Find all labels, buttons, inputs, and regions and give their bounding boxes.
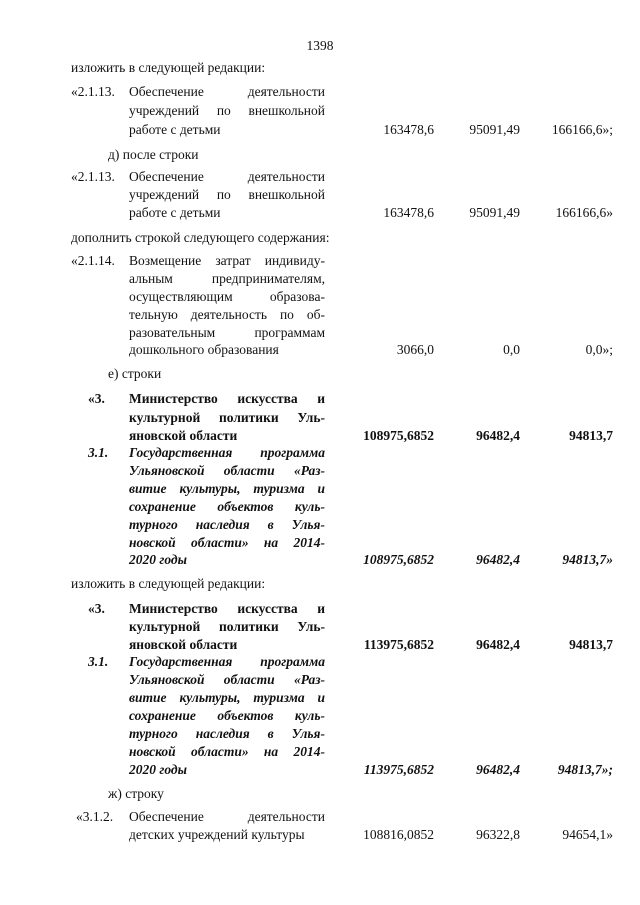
row-text-line: культурной политики Уль- <box>129 410 325 425</box>
row-text-line: витие культуры, туризма и <box>129 690 325 705</box>
sub-item-e: е) строки <box>108 366 162 381</box>
row-text-line: работе с детьми <box>129 205 221 220</box>
value-col-2: 96322,8 <box>476 827 520 842</box>
sub-item-zh: ж) строку <box>108 786 164 801</box>
row-text-line: сохранение объектов куль- <box>129 499 325 514</box>
row-text-line: разовательным программам <box>129 325 325 340</box>
row-text-line: новской области» на 2014- <box>129 535 325 550</box>
value-col-1: 113975,6852 <box>363 762 434 777</box>
row-text-line: детских учреждений культуры <box>129 827 305 842</box>
row-text-line: учреждений по внешкольной <box>129 103 325 118</box>
row-text-line: 2020 годы <box>129 762 187 777</box>
value-col-1: 108975,6852 <box>363 428 434 443</box>
value-col-2: 96482,4 <box>476 552 520 567</box>
row-text-line: учреждений по внешкольной <box>129 187 325 202</box>
row-text-line: Министерство искусства и <box>129 601 325 616</box>
intro-text-2: дополнить строкой следующего содержания: <box>71 230 330 245</box>
row-text-line: новской области» на 2014- <box>129 744 325 759</box>
value-col-2: 96482,4 <box>476 762 520 777</box>
row-code: «2.1.13. <box>71 84 115 99</box>
row-text-line: Ульяновской области «Раз- <box>129 463 325 478</box>
row-text-line: яновской области <box>129 428 238 443</box>
row-text-line: 2020 годы <box>129 552 187 567</box>
row-text-line: яновской области <box>129 637 238 652</box>
row-text-line: культурной политики Уль- <box>129 619 325 634</box>
value-col-1: 163478,6 <box>383 205 434 220</box>
intro-text-3: изложить в следующей редакции: <box>71 576 266 591</box>
value-col-1: 113975,6852 <box>363 637 434 652</box>
value-col-1: 163478,6 <box>383 122 434 137</box>
row-text-line: Возмещение затрат индивиду- <box>129 253 325 268</box>
row-text-line: Обеспечение деятельности <box>129 84 325 99</box>
value-col-3: 94813,7» <box>562 552 613 567</box>
value-col-1: 3066,0 <box>396 342 434 357</box>
row-code: «2.1.14. <box>71 253 115 268</box>
value-col-1: 108975,6852 <box>363 552 434 567</box>
row-text-line: Государственная программа <box>129 445 325 460</box>
value-col-2: 96482,4 <box>476 637 520 652</box>
value-col-3: 94813,7 <box>569 637 613 652</box>
row-code: 3.1. <box>88 445 109 460</box>
row-text-line: тельную деятельность по об- <box>129 307 325 322</box>
value-col-2: 95091,49 <box>469 122 520 137</box>
page-number: 1398 <box>306 38 334 53</box>
row-text-line: турного наследия в Улья- <box>129 517 325 532</box>
row-text-line: сохранение объектов куль- <box>129 708 325 723</box>
value-col-2: 96482,4 <box>476 428 520 443</box>
row-code: «2.1.13. <box>71 169 115 184</box>
row-text-line: витие культуры, туризма и <box>129 481 325 496</box>
row-code: «3. <box>88 391 105 406</box>
row-text-line: Министерство искусства и <box>129 391 325 406</box>
value-col-1: 108816,0852 <box>363 827 434 842</box>
row-code: «3.1.2. <box>76 809 114 824</box>
row-text-line: Обеспечение деятельности <box>129 169 325 184</box>
row-text-line: Государственная программа <box>129 654 325 669</box>
row-text-line: дошкольного образования <box>129 342 279 357</box>
row-text-line: турного наследия в Улья- <box>129 726 325 741</box>
row-text-line: Обеспечение деятельности <box>129 809 325 824</box>
value-col-3: 0,0»; <box>585 342 613 357</box>
row-text-line: работе с детьми <box>129 122 221 137</box>
value-col-3: 94813,7»; <box>557 762 613 777</box>
value-col-3: 94654,1» <box>562 827 613 842</box>
row-text-line: осуществляющим образова- <box>129 289 325 304</box>
intro-text-1: изложить в следующей редакции: <box>71 60 266 75</box>
value-col-3: 166166,6» <box>555 205 613 220</box>
row-text-line: альным предпринимателям, <box>129 271 325 286</box>
value-col-2: 0,0 <box>503 342 520 357</box>
row-code: «3. <box>88 601 105 616</box>
value-col-3: 166166,6»; <box>551 122 613 137</box>
sub-item-d: д) после строки <box>108 147 199 162</box>
row-text-line: Ульяновской области «Раз- <box>129 672 325 687</box>
row-code: 3.1. <box>88 654 109 669</box>
value-col-2: 95091,49 <box>469 205 520 220</box>
value-col-3: 94813,7 <box>569 428 613 443</box>
